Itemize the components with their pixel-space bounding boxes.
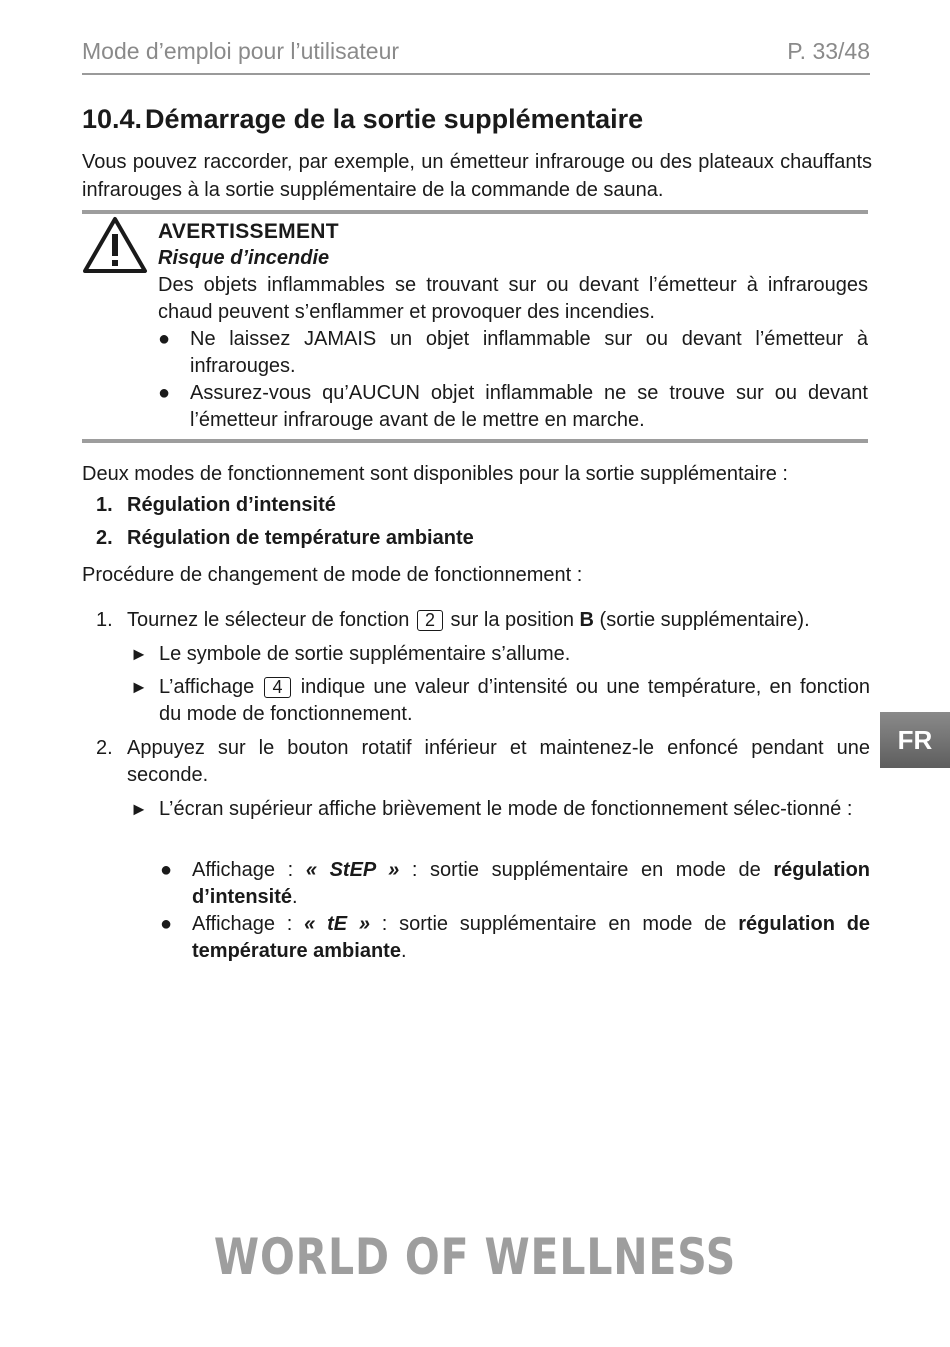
display-mode-item — [160, 857, 870, 911]
modes-intro: Deux modes de fonctionnement sont disponibles pour la sortie supplémentaire : — [82, 463, 788, 485]
brand-logo: WORLD OF WELLNESS — [213, 1228, 737, 1286]
display-mode-item — [160, 911, 870, 965]
result-text: L’écran supérieur affiche brièvement le mode de fonctionnement sélec-tionné : — [159, 798, 853, 820]
warning-subtitle: Risque d’incendie — [158, 247, 330, 269]
display-text: : sortie supplémentaire en mode de — [381, 913, 727, 935]
step-number: 2. — [96, 737, 113, 759]
page-number: P. 33/48 — [787, 38, 870, 64]
punctuation: . — [292, 886, 298, 908]
header-title: Mode d’emploi pour l’utilisateur — [82, 38, 400, 64]
mode-number: 2. — [96, 527, 113, 549]
step-number: 1. — [96, 609, 113, 631]
mode-number: 1. — [96, 494, 113, 516]
display-mode-name: régulation de température ambiante — [192, 913, 871, 962]
section-title: Démarrage de la sortie supplémentaire — [145, 104, 644, 134]
mode-label: Régulation de température ambiante — [127, 527, 474, 549]
warning-bullet — [158, 326, 868, 380]
result-text: L’affichage — [159, 676, 255, 698]
display-code: « tE » — [304, 913, 370, 935]
section-number: 10.4. — [82, 104, 143, 134]
warning-bullet-text: Assurez-vous qu’AUCUN objet inflammable ne se trouve sur ou devant l’émetteur infrarouge avant de le mettre en marche. — [190, 382, 868, 431]
arrow-right-icon: ► — [130, 677, 148, 697]
step-text: sur la position — [450, 609, 574, 631]
display-text: Affichage : — [192, 859, 294, 881]
position-label: B — [579, 609, 594, 631]
warning-top-rule — [82, 210, 868, 214]
display-code: « StEP » — [305, 859, 400, 881]
result-item — [130, 796, 870, 823]
mode-label: Régulation d’intensité — [127, 494, 336, 516]
warning-bottom-rule — [82, 439, 868, 443]
step-text: (sortie supplémentaire). — [599, 609, 810, 631]
step-2 — [96, 735, 870, 789]
display-mode-name: régulation d’intensité — [192, 859, 870, 908]
result-item — [130, 674, 870, 728]
step-text: Appuyez sur le bouton rotatif inférieur et maintenez-le enfoncé pendant une seconde. — [127, 737, 870, 786]
procedure-intro: Procédure de changement de mode de fonctionnement : — [82, 564, 583, 586]
bullet-dot-icon: ● — [158, 382, 171, 404]
arrow-right-icon: ► — [130, 799, 148, 819]
warning-text: Des objets inflammables se trouvant sur ou devant l’émetteur à infrarouges chaud peuvent s’enflammer et provoquer des incendies. — [158, 274, 868, 323]
mode-item — [96, 527, 474, 550]
bullet-dot-icon: ● — [158, 328, 171, 350]
mode-item — [96, 494, 336, 517]
bullet-dot-icon: ● — [160, 913, 173, 935]
result-item — [130, 641, 870, 668]
section-intro: Vous pouvez raccorder, par exemple, un émetteur infrarouge ou des plateaux chauffants infrarouges à la sortie supplémentaire de la commande de sauna. — [82, 151, 872, 201]
display-text: : sortie supplémentaire en mode de — [411, 859, 761, 881]
warning-bullet — [158, 380, 868, 434]
bullet-dot-icon: ● — [160, 859, 173, 881]
warning-triangle-icon — [82, 216, 148, 274]
result-text: indique une valeur d’intensité ou une température, en fonction du mode de fonctionnement. — [159, 676, 870, 725]
header-divider — [82, 73, 870, 75]
warning-bullet-text: Ne laissez JAMAIS un objet inflammable sur ou devant l’émetteur à infrarouges. — [190, 328, 868, 377]
result-text: Le symbole de sortie supplémentaire s’allume. — [159, 643, 571, 665]
section-heading — [82, 104, 643, 135]
display-text: Affichage : — [192, 913, 293, 935]
callout-number: 4 — [264, 677, 290, 698]
step-1 — [96, 607, 870, 634]
step-text: Tournez le sélecteur de fonction — [127, 609, 410, 631]
callout-number: 2 — [417, 610, 443, 631]
punctuation: . — [400, 940, 407, 962]
warning-title: AVERTISSEMENT — [158, 220, 339, 243]
arrow-right-icon: ► — [130, 644, 148, 664]
warning-content — [158, 218, 868, 434]
language-tab: FR — [880, 712, 950, 768]
